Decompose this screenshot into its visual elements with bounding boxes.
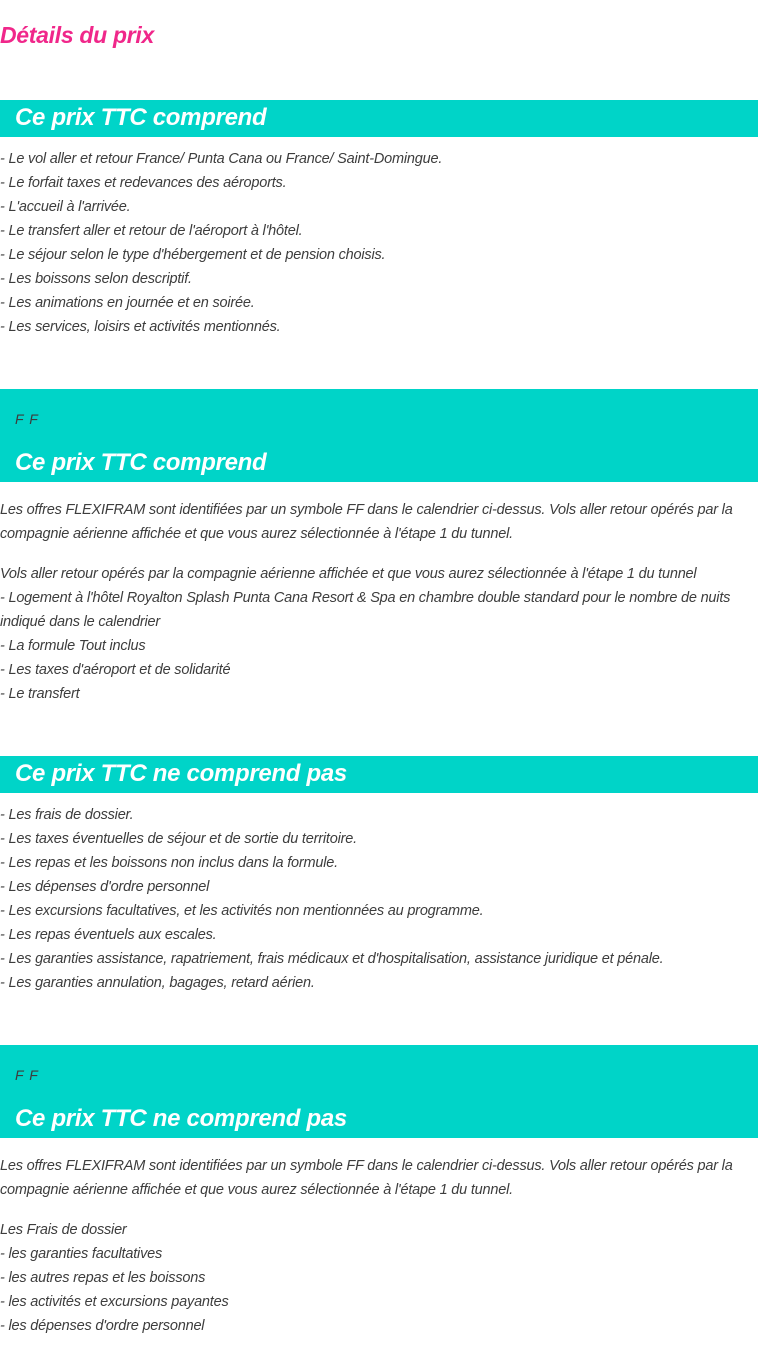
list-item: - La formule Tout inclus (0, 638, 146, 654)
list-item: - L'accueil à l'arrivée. (0, 199, 131, 215)
list-item: - Les repas éventuels aux escales. (0, 927, 217, 943)
excluded-list (0, 803, 758, 995)
page-title: Détails du prix (0, 22, 154, 48)
section-title-excluded-ff: Ce prix TTC ne comprend pas (15, 1105, 347, 1132)
excluded-ff-list (0, 1218, 758, 1338)
flexifram-intro: Les offres FLEXIFRAM sont identifiées par un symbole FF dans le calendrier ci-dessus. Vols aller retour opérés par la compagnie aérienne affichée et que vous aurez sélectionnée à l'étape 1 du tunnel. (0, 502, 733, 542)
section-header-included (0, 100, 758, 137)
list-item: - les dépenses d'ordre personnel (0, 1318, 205, 1334)
section-header-excluded-ff (0, 1045, 758, 1138)
included-list (0, 147, 758, 339)
flexifram-intro: Les offres FLEXIFRAM sont identifiées par un symbole FF dans le calendrier ci-dessus. Vols aller retour opérés par la compagnie aérienne affichée et que vous aurez sélectionnée à l'étape 1 du tunnel. (0, 1158, 733, 1198)
list-item: Les Frais de dossier (0, 1222, 127, 1238)
ff-badge: F F (15, 1067, 39, 1083)
list-item: Vols aller retour opérés par la compagnie aérienne affichée et que vous aurez sélectionnée à l'étape 1 du tunnel (0, 566, 697, 582)
section-title-included-ff: Ce prix TTC comprend (15, 449, 267, 476)
list-item: - Le transfert (0, 686, 80, 702)
list-item: - Les services, loisirs et activités mentionnés. (0, 319, 281, 335)
list-item: - Les frais de dossier. (0, 807, 134, 823)
section-header-excluded (0, 756, 758, 793)
list-item: - Le transfert aller et retour de l'aéroport à l'hôtel. (0, 223, 303, 239)
list-item: - Le séjour selon le type d'hébergement et de pension choisis. (0, 247, 386, 263)
list-item: - Les dépenses d'ordre personnel (0, 879, 210, 895)
list-item: - les autres repas et les boissons (0, 1270, 206, 1286)
section-title-included: Ce prix TTC comprend (15, 104, 267, 131)
list-item: - Les repas et les boissons non inclus dans la formule. (0, 855, 338, 871)
list-item: - les activités et excursions payantes (0, 1294, 229, 1310)
list-item: - Les garanties assistance, rapatriement, frais médicaux et d'hospitalisation, assistance juridique et pénale. (0, 951, 664, 967)
list-item: - Les excursions facultatives, et les activités non mentionnées au programme. (0, 903, 484, 919)
section-header-included-ff (0, 389, 758, 482)
list-item: - Les animations en journée et en soirée. (0, 295, 255, 311)
list-item: - Les taxes d'aéroport et de solidarité (0, 662, 231, 678)
ff-badge: F F (15, 411, 39, 427)
list-item: - Le vol aller et retour France/ Punta Cana ou France/ Saint-Domingue. (0, 151, 443, 167)
list-item: - Les taxes éventuelles de séjour et de sortie du territoire. (0, 831, 357, 847)
list-item: - Le forfait taxes et redevances des aéroports. (0, 175, 287, 191)
list-item: - Logement à l'hôtel Royalton Splash Punta Cana Resort & Spa en chambre double standard pour le nombre de nuits indiqué dans le calendrier (0, 590, 731, 630)
list-item: - Les boissons selon descriptif. (0, 271, 192, 287)
section-title-excluded: Ce prix TTC ne comprend pas (15, 760, 347, 787)
list-item: - les garanties facultatives (0, 1246, 163, 1262)
included-ff-list (0, 562, 758, 706)
list-item: - Les garanties annulation, bagages, retard aérien. (0, 975, 315, 991)
